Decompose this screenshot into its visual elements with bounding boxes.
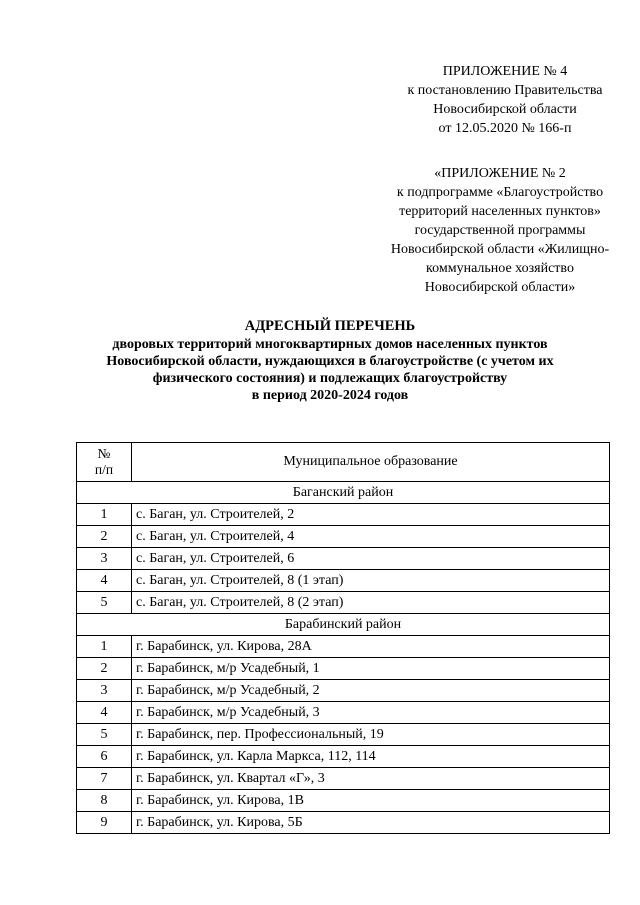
header-number-cell: [77, 443, 132, 482]
row-address: г. Барабинск, пер. Профессиональный, 19: [132, 724, 610, 746]
row-number: 9: [77, 812, 132, 834]
table-row: [77, 570, 610, 592]
appendix-2-header: [360, 164, 640, 297]
appendix-2-line: «ПРИЛОЖЕНИЕ № 2: [434, 166, 566, 181]
appendix-2-line: Новосибирской области»: [424, 280, 576, 295]
subtitle-line: дворовых территорий многоквартирных домов населенных пунктов: [112, 337, 548, 352]
table-row: [77, 592, 610, 614]
table-row: [77, 768, 610, 790]
table-row: [77, 680, 610, 702]
table-body: [77, 482, 610, 834]
row-number: 2: [77, 658, 132, 680]
appendix-2-line: территорий населенных пунктов»: [399, 204, 601, 219]
table-header: [77, 443, 610, 482]
row-address: с. Баган, ул. Строителей, 8 (2 этап): [132, 592, 610, 614]
appendix-4-header: [380, 62, 630, 138]
row-number: 5: [77, 592, 132, 614]
appendix-4-date-line: от 12.05.2020 № 166-п: [438, 121, 572, 136]
appendix-4-line: Новосибирской области: [433, 102, 577, 117]
table-row: [77, 702, 610, 724]
table-header-row: [77, 443, 610, 482]
row-address: г. Барабинск, м/р Усадебный, 1: [132, 658, 610, 680]
subtitle-line: физического состояния) и подлежащих благоустройству: [152, 371, 508, 386]
row-number: 1: [77, 636, 132, 658]
row-number: 7: [77, 768, 132, 790]
row-address: с. Баган, ул. Строителей, 8 (1 этап): [132, 570, 610, 592]
row-address: с. Баган, ул. Строителей, 4: [132, 526, 610, 548]
table-row: [77, 790, 610, 812]
row-address: г. Барабинск, ул. Кирова, 1В: [132, 790, 610, 812]
row-address: г. Барабинск, ул. Кирова, 5Б: [132, 812, 610, 834]
row-number: 4: [77, 702, 132, 724]
row-number: 3: [77, 680, 132, 702]
row-number: 2: [77, 526, 132, 548]
table-row: [77, 658, 610, 680]
row-address: с. Баган, ул. Строителей, 2: [132, 504, 610, 526]
row-address: г. Барабинск, ул. Карла Маркса, 112, 114: [132, 746, 610, 768]
subtitle-line: Новосибирской области, нуждающихся в благоустройстве (с учетом их: [106, 354, 554, 369]
row-number: 8: [77, 790, 132, 812]
appendix-2-line: коммунальное хозяйство: [426, 261, 574, 276]
district-name: Барабинский район: [77, 614, 610, 636]
table-row: [77, 812, 610, 834]
row-number: 1: [77, 504, 132, 526]
district-name: Баганский район: [77, 482, 610, 504]
row-address: г. Барабинск, м/р Усадебный, 3: [132, 702, 610, 724]
header-number-label: п/п: [94, 462, 114, 477]
main-title: АДРЕСНЫЙ ПЕРЕЧЕНЬ: [244, 318, 416, 334]
table-row: [77, 636, 610, 658]
row-address: г. Барабинск, ул. Квартал «Г», 3: [132, 768, 610, 790]
row-number: 5: [77, 724, 132, 746]
subtitle-line: в период 2020-2024 годов: [251, 388, 409, 403]
table-row: [77, 504, 610, 526]
appendix-2-line: к подпрограмме «Благоустройство: [396, 185, 604, 200]
header-number-sign: №: [97, 446, 111, 461]
appendix-2-line: Новосибирской области «Жилищно-: [390, 242, 610, 257]
row-address: г. Барабинск, м/р Усадебный, 2: [132, 680, 610, 702]
row-number: 6: [77, 746, 132, 768]
row-number: 3: [77, 548, 132, 570]
district-row: [77, 482, 610, 504]
row-number: 4: [77, 570, 132, 592]
address-table: [76, 442, 610, 834]
district-row: [77, 614, 610, 636]
table-row: [77, 724, 610, 746]
row-address: с. Баган, ул. Строителей, 6: [132, 548, 610, 570]
table-row: [77, 746, 610, 768]
table-row: [77, 526, 610, 548]
header-name-cell: Муниципальное образование: [132, 443, 610, 482]
appendix-4-line: ПРИЛОЖЕНИЕ № 4: [442, 64, 568, 79]
table-row: [77, 548, 610, 570]
row-address: г. Барабинск, ул. Кирова, 28А: [132, 636, 610, 658]
appendix-4-line: к постановлению Правительства: [407, 83, 603, 98]
document-title: [60, 318, 600, 404]
appendix-2-line: государственной программы: [414, 223, 586, 238]
